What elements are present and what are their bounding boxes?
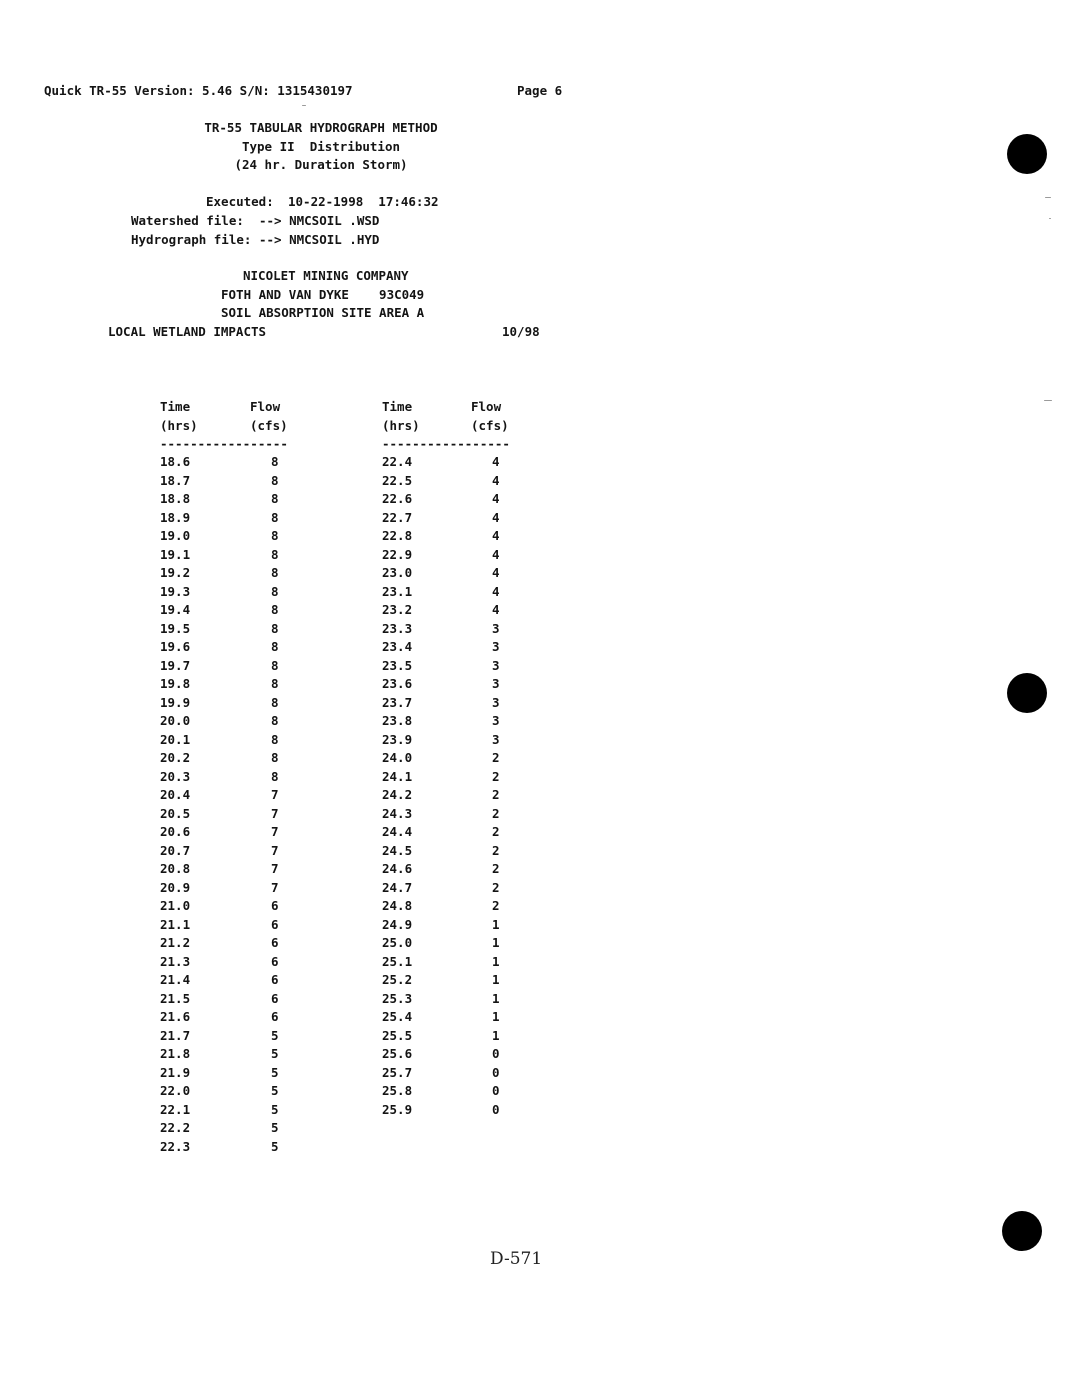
time-cell: 22.5 xyxy=(382,472,413,488)
time-cell: 22.3 xyxy=(160,1138,191,1154)
time-cell: 19.8 xyxy=(160,676,191,691)
time-cell: 22.9 xyxy=(382,546,413,562)
table-row xyxy=(155,750,295,769)
time-cell: 18.6 xyxy=(160,454,191,469)
time-cell: 21.0 xyxy=(160,898,191,913)
table-row xyxy=(377,584,517,603)
flow-cell: 2 xyxy=(492,805,500,821)
time-cell: 24.1 xyxy=(382,768,413,784)
time-cell: 21.7 xyxy=(160,1027,191,1043)
flow-cell: 7 xyxy=(271,842,279,858)
executed-value: 10-22-1998 17:46:32 xyxy=(288,194,439,209)
flow-cell: 2 xyxy=(492,898,500,913)
time-cell: 20.6 xyxy=(160,824,191,839)
flow-cell: 8 xyxy=(271,528,279,543)
table-row xyxy=(377,843,517,862)
flow-cell: 0 xyxy=(492,1083,500,1098)
flow-cell: 3 xyxy=(492,713,500,728)
flow-cell: 3 xyxy=(492,676,500,691)
flow-cell: 7 xyxy=(271,805,279,821)
table-row xyxy=(377,491,517,510)
time-cell: 22.4 xyxy=(382,454,413,469)
flow-cell: 0 xyxy=(492,1101,500,1117)
flow-cell: 0 xyxy=(492,1064,500,1080)
table-row xyxy=(155,843,295,862)
table-row xyxy=(155,991,295,1010)
table-row xyxy=(155,454,295,473)
table-row xyxy=(155,898,295,917)
time-cell: 23.7 xyxy=(382,694,413,710)
table-row xyxy=(155,935,295,954)
flow-cell: 4 xyxy=(492,565,500,580)
flow-cell: 8 xyxy=(271,565,279,580)
time-cell: 20.5 xyxy=(160,805,191,821)
table-row xyxy=(377,880,517,899)
time-cell: 23.4 xyxy=(382,639,413,654)
table-row xyxy=(377,972,517,991)
scan-speck xyxy=(302,105,306,106)
table-row xyxy=(377,732,517,751)
time-cell: 20.9 xyxy=(160,879,191,895)
time-cell: 23.0 xyxy=(382,565,413,580)
table-row xyxy=(377,991,517,1010)
flow-cell: 4 xyxy=(492,528,500,543)
flow-cell: 6 xyxy=(271,1009,279,1024)
table-row xyxy=(377,676,517,695)
flow-column-header: Flow xyxy=(250,399,281,414)
time-cell: 25.4 xyxy=(382,1009,413,1024)
flow-cell: 8 xyxy=(271,602,279,617)
scan-speck xyxy=(1044,400,1052,401)
flow-cell: 8 xyxy=(271,676,279,691)
table-row xyxy=(155,584,295,603)
time-cell: 22.6 xyxy=(382,491,413,506)
time-cell: 24.5 xyxy=(382,842,413,858)
table-row xyxy=(155,880,295,899)
flow-cell: 7 xyxy=(271,824,279,839)
table-row xyxy=(377,621,517,640)
table-row xyxy=(155,769,295,788)
time-cell: 21.4 xyxy=(160,972,191,987)
table-row xyxy=(377,1065,517,1084)
time-cell: 24.7 xyxy=(382,879,413,895)
consultant-name: FOTH AND VAN DYKE 93C049 xyxy=(221,287,425,302)
time-cell: 25.7 xyxy=(382,1064,413,1080)
table-row xyxy=(155,602,295,621)
table-row xyxy=(155,621,295,640)
table-row xyxy=(155,1065,295,1084)
flow-cell: 8 xyxy=(271,657,279,673)
table-row xyxy=(377,806,517,825)
flow-cell: 8 xyxy=(271,583,279,599)
flow-cell: 2 xyxy=(492,861,500,876)
flow-cell: 5 xyxy=(271,1046,279,1061)
table-row xyxy=(377,1102,517,1121)
table-row xyxy=(377,454,517,473)
time-cell: 21.3 xyxy=(160,953,191,969)
time-cell: 24.8 xyxy=(382,898,413,913)
table-row xyxy=(377,824,517,843)
flow-cell: 3 xyxy=(492,731,500,747)
time-unit-header: (hrs) xyxy=(160,418,198,433)
table-row xyxy=(377,1028,517,1047)
report-title: TR-55 TABULAR HYDROGRAPH METHOD xyxy=(204,120,438,135)
time-column-header: Time xyxy=(160,399,191,414)
watershed-value: --> NMCSOIL .WSD xyxy=(259,213,380,228)
watershed-label: Watershed file: xyxy=(131,213,244,228)
flow-cell: 4 xyxy=(492,546,500,562)
page-label: Page 6 xyxy=(517,83,563,98)
table-row xyxy=(377,1083,517,1102)
table-row xyxy=(377,954,517,973)
flow-cell: 6 xyxy=(271,935,279,950)
table-row xyxy=(377,658,517,677)
time-cell: 25.3 xyxy=(382,990,413,1006)
time-cell: 23.9 xyxy=(382,731,413,747)
time-cell: 19.3 xyxy=(160,583,191,599)
time-cell: 22.0 xyxy=(160,1083,191,1098)
table-row xyxy=(155,1083,295,1102)
flow-cell: 6 xyxy=(271,898,279,913)
table-row xyxy=(155,639,295,658)
subject-line: LOCAL WETLAND IMPACTS xyxy=(108,324,267,339)
time-cell: 21.1 xyxy=(160,916,191,932)
flow-cell: 1 xyxy=(492,972,500,987)
time-cell: 25.9 xyxy=(382,1101,413,1117)
time-cell: 23.3 xyxy=(382,620,413,636)
table-row xyxy=(377,935,517,954)
flow-cell: 8 xyxy=(271,639,279,654)
flow-cell: 2 xyxy=(492,842,500,858)
flow-cell: 4 xyxy=(492,454,500,469)
flow-cell: 4 xyxy=(492,583,500,599)
table-row xyxy=(377,510,517,529)
table-row xyxy=(377,787,517,806)
table-row xyxy=(155,917,295,936)
time-cell: 19.2 xyxy=(160,565,191,580)
time-unit-header: (hrs) xyxy=(382,418,420,433)
table-row xyxy=(155,1046,295,1065)
time-cell: 20.0 xyxy=(160,713,191,728)
time-cell: 23.1 xyxy=(382,583,413,599)
flow-cell: 1 xyxy=(492,916,500,932)
table-row xyxy=(155,528,295,547)
time-cell: 19.7 xyxy=(160,657,191,673)
flow-cell: 1 xyxy=(492,1009,500,1024)
time-cell: 24.4 xyxy=(382,824,413,839)
hydrograph-label: Hydrograph file: xyxy=(131,232,252,247)
flow-cell: 5 xyxy=(271,1120,279,1135)
flow-cell: 4 xyxy=(492,491,500,506)
table-row xyxy=(155,972,295,991)
flow-cell: 8 xyxy=(271,750,279,765)
table-row xyxy=(377,750,517,769)
punch-hole xyxy=(1007,134,1047,174)
flow-cell: 8 xyxy=(271,694,279,710)
flow-cell: 6 xyxy=(271,990,279,1006)
flow-unit-header: (cfs) xyxy=(250,418,288,433)
time-cell: 24.6 xyxy=(382,861,413,876)
table-row xyxy=(377,695,517,714)
time-cell: 25.5 xyxy=(382,1027,413,1043)
flow-cell: 8 xyxy=(271,731,279,747)
time-cell: 24.9 xyxy=(382,916,413,932)
table-row xyxy=(377,473,517,492)
table-row xyxy=(155,658,295,677)
flow-cell: 5 xyxy=(271,1027,279,1043)
time-cell: 22.7 xyxy=(382,509,413,525)
company-name: NICOLET MINING COMPANY xyxy=(243,268,409,283)
flow-cell: 1 xyxy=(492,953,500,969)
time-cell: 19.6 xyxy=(160,639,191,654)
table-row xyxy=(377,565,517,584)
time-cell: 19.4 xyxy=(160,602,191,617)
flow-cell: 4 xyxy=(492,509,500,525)
flow-cell: 6 xyxy=(271,953,279,969)
header-separator: ----------------- xyxy=(382,436,510,451)
time-cell: 20.4 xyxy=(160,787,191,802)
table-row xyxy=(155,861,295,880)
table-row xyxy=(377,1046,517,1065)
time-cell: 22.2 xyxy=(160,1120,191,1135)
program-version: Quick TR-55 Version: 5.46 S/N: 1315430197 xyxy=(44,83,353,98)
time-cell: 21.5 xyxy=(160,990,191,1006)
flow-cell: 6 xyxy=(271,972,279,987)
table-row xyxy=(377,1009,517,1028)
flow-unit-header: (cfs) xyxy=(471,418,509,433)
time-cell: 20.8 xyxy=(160,861,191,876)
punch-hole xyxy=(1002,1211,1042,1251)
flow-cell: 0 xyxy=(492,1046,500,1061)
time-cell: 19.5 xyxy=(160,620,191,636)
flow-cell: 3 xyxy=(492,657,500,673)
hydrograph-value: --> NMCSOIL .HYD xyxy=(259,232,380,247)
time-cell: 23.5 xyxy=(382,657,413,673)
punch-hole xyxy=(1007,673,1047,713)
time-cell: 21.8 xyxy=(160,1046,191,1061)
table-row xyxy=(155,1120,295,1139)
flow-cell: 5 xyxy=(271,1138,279,1154)
table-row xyxy=(155,732,295,751)
table-row xyxy=(155,1009,295,1028)
flow-cell: 2 xyxy=(492,750,500,765)
site-name: SOIL ABSORPTION SITE AREA A xyxy=(221,305,425,320)
table-row xyxy=(377,639,517,658)
flow-cell: 2 xyxy=(492,768,500,784)
flow-cell: 8 xyxy=(271,713,279,728)
flow-cell: 8 xyxy=(271,546,279,562)
time-cell: 19.9 xyxy=(160,694,191,710)
table-row xyxy=(155,1139,295,1158)
table-row xyxy=(377,861,517,880)
flow-cell: 5 xyxy=(271,1064,279,1080)
hydrograph-table-right xyxy=(377,399,517,1159)
scan-speck xyxy=(1049,218,1051,219)
table-row xyxy=(155,713,295,732)
table-row xyxy=(155,473,295,492)
executed-label: Executed: xyxy=(206,194,274,209)
table-row xyxy=(155,787,295,806)
flow-cell: 8 xyxy=(271,454,279,469)
storm-duration: (24 hr. Duration Storm) xyxy=(234,157,408,172)
table-row xyxy=(155,676,295,695)
table-row xyxy=(155,824,295,843)
table-row xyxy=(155,954,295,973)
flow-cell: 7 xyxy=(271,861,279,876)
time-cell: 18.7 xyxy=(160,472,191,488)
flow-cell: 2 xyxy=(492,879,500,895)
time-cell: 21.2 xyxy=(160,935,191,950)
flow-cell: 8 xyxy=(271,620,279,636)
time-cell: 22.1 xyxy=(160,1101,191,1117)
time-cell: 24.2 xyxy=(382,787,413,802)
header-separator: ----------------- xyxy=(160,436,288,451)
time-cell: 20.3 xyxy=(160,768,191,784)
flow-cell: 1 xyxy=(492,935,500,950)
table-row xyxy=(155,1102,295,1121)
scan-speck xyxy=(1045,197,1051,198)
flow-cell: 8 xyxy=(271,768,279,784)
table-row xyxy=(155,1028,295,1047)
flow-cell: 3 xyxy=(492,694,500,710)
time-cell: 20.2 xyxy=(160,750,191,765)
table-row xyxy=(377,547,517,566)
flow-cell: 8 xyxy=(271,472,279,488)
time-cell: 18.9 xyxy=(160,509,191,525)
flow-cell: 4 xyxy=(492,472,500,488)
table-row xyxy=(377,769,517,788)
flow-cell: 5 xyxy=(271,1101,279,1117)
flow-cell: 8 xyxy=(271,491,279,506)
table-row xyxy=(155,491,295,510)
time-cell: 21.6 xyxy=(160,1009,191,1024)
flow-cell: 3 xyxy=(492,620,500,636)
table-row xyxy=(155,510,295,529)
time-cell: 23.2 xyxy=(382,602,413,617)
table-row xyxy=(377,898,517,917)
time-cell: 25.2 xyxy=(382,972,413,987)
time-column-header: Time xyxy=(382,399,413,414)
time-cell: 20.1 xyxy=(160,731,191,747)
time-cell: 25.6 xyxy=(382,1046,413,1061)
table-row xyxy=(377,602,517,621)
time-cell: 25.8 xyxy=(382,1083,413,1098)
hydrograph-table-left xyxy=(155,399,295,1159)
flow-cell: 7 xyxy=(271,879,279,895)
report-date: 10/98 xyxy=(502,324,540,339)
table-row xyxy=(155,695,295,714)
table-row xyxy=(377,713,517,732)
flow-cell: 2 xyxy=(492,824,500,839)
table-row xyxy=(377,528,517,547)
time-cell: 25.1 xyxy=(382,953,413,969)
time-cell: 20.7 xyxy=(160,842,191,858)
time-cell: 19.0 xyxy=(160,528,191,543)
footer-page-number: D-571 xyxy=(490,1249,543,1269)
flow-cell: 4 xyxy=(492,602,500,617)
time-cell: 25.0 xyxy=(382,935,413,950)
flow-cell: 3 xyxy=(492,639,500,654)
time-cell: 23.8 xyxy=(382,713,413,728)
flow-cell: 5 xyxy=(271,1083,279,1098)
time-cell: 18.8 xyxy=(160,491,191,506)
table-row xyxy=(155,806,295,825)
distribution-type: Type II Distribution xyxy=(241,139,401,154)
flow-cell: 2 xyxy=(492,787,500,802)
time-cell: 22.8 xyxy=(382,528,413,543)
time-cell: 19.1 xyxy=(160,546,191,562)
table-row xyxy=(377,917,517,936)
flow-column-header: Flow xyxy=(471,399,502,414)
time-cell: 24.3 xyxy=(382,805,413,821)
flow-cell: 8 xyxy=(271,509,279,525)
table-row xyxy=(155,547,295,566)
flow-cell: 1 xyxy=(492,990,500,1006)
flow-cell: 7 xyxy=(271,787,279,802)
time-cell: 21.9 xyxy=(160,1064,191,1080)
time-cell: 24.0 xyxy=(382,750,413,765)
time-cell: 23.6 xyxy=(382,676,413,691)
flow-cell: 1 xyxy=(492,1027,500,1043)
table-row xyxy=(155,565,295,584)
flow-cell: 6 xyxy=(271,916,279,932)
